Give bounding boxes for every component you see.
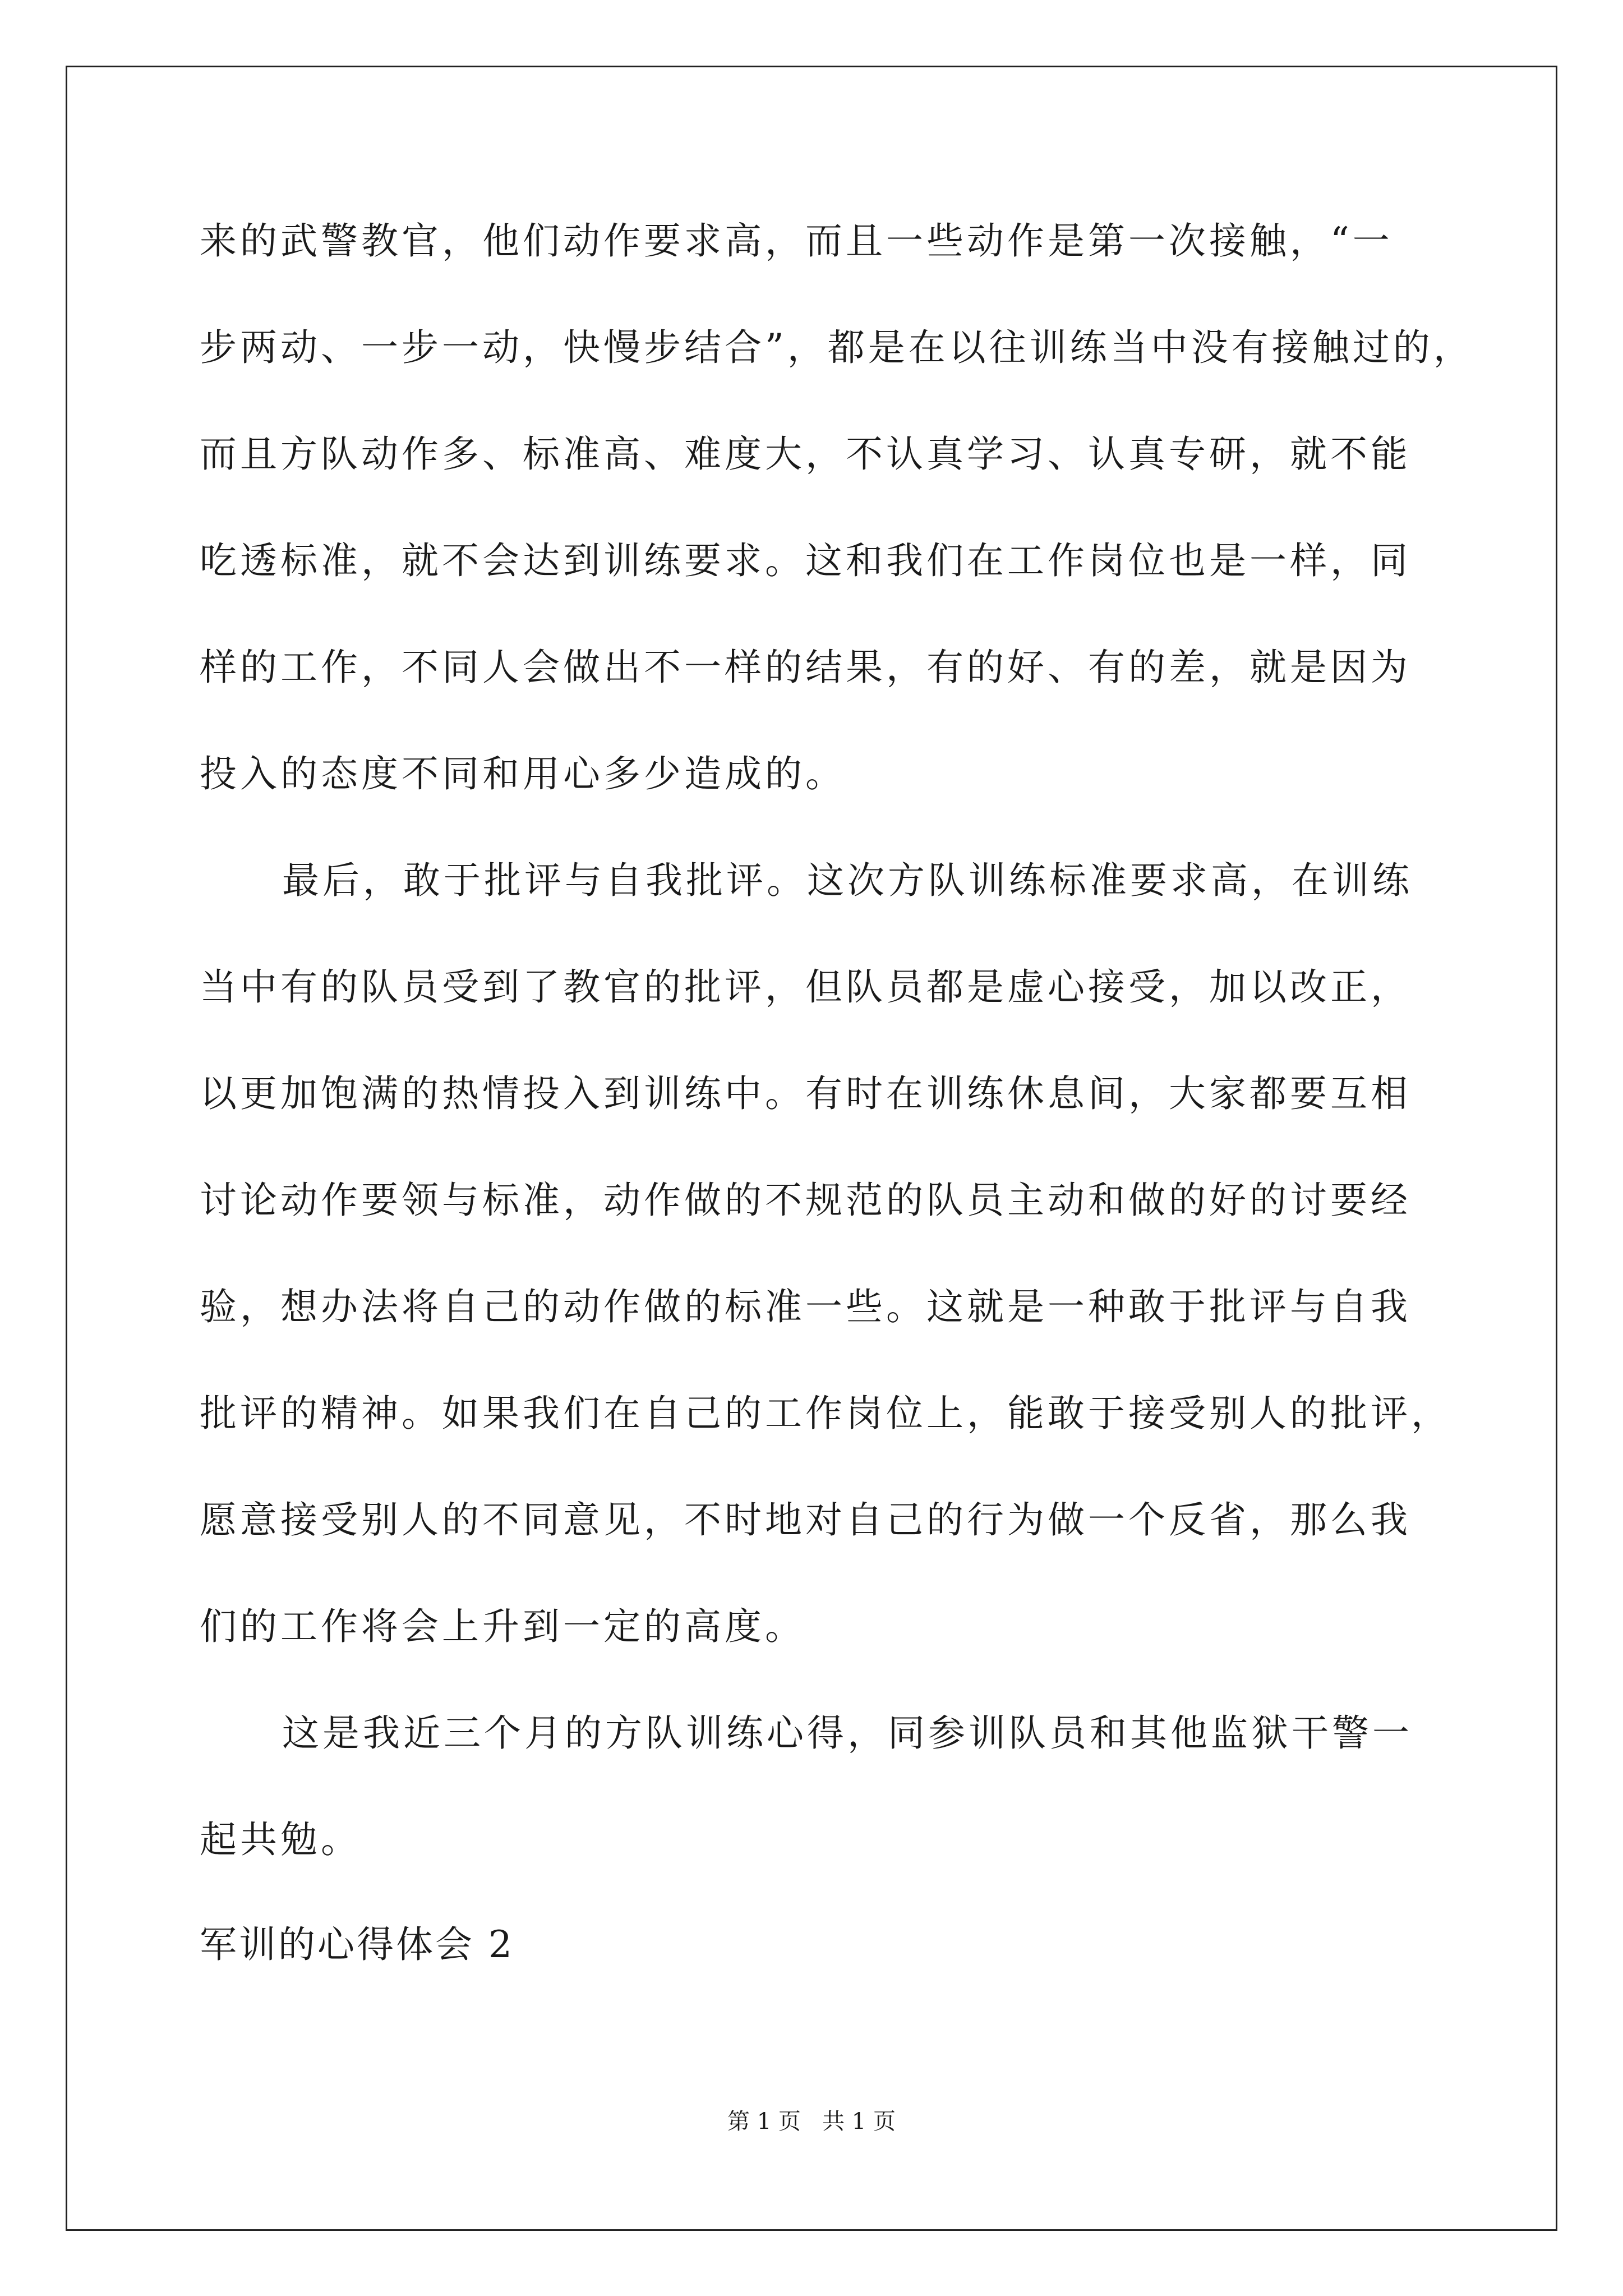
- paragraph-line: 验，想办法将自己的动作做的标准一些。这就是一种敢于批评与自我: [200, 1285, 1411, 1328]
- page-border: [66, 66, 1557, 2231]
- paragraph-line: 吃透标准，就不会达到训练要求。这和我们在工作岗位也是一样，同: [200, 539, 1411, 582]
- paragraph-line: 最后，敢于批评与自我批评。这次方队训练标准要求高，在训练: [282, 859, 1413, 902]
- paragraph-line: 步两动、一步一动，快慢步结合”，都是在以往训练当中没有接触过的，: [200, 326, 1474, 369]
- paragraph-line: 投入的态度不同和用心多少造成的。: [200, 752, 846, 795]
- paragraph-line: 当中有的队员受到了教官的批评，但队员都是虚心接受，加以改正，: [200, 965, 1411, 1009]
- paragraph-line: 愿意接受别人的不同意见，不时地对自己的行为做一个反省，那么我: [200, 1498, 1411, 1542]
- paragraph-line: 起共勉。: [200, 1818, 361, 1861]
- paragraph-line: 以更加饱满的热情投入到训练中。有时在训练休息间，大家都要互相: [200, 1072, 1411, 1115]
- paragraph-line: 这是我近三个月的方队训练心得，同参训队员和其他监狱干警一: [282, 1711, 1413, 1755]
- paragraph-line: 批评的精神。如果我们在自己的工作岗位上，能敢于接受别人的批评，: [200, 1392, 1451, 1435]
- paragraph-line: 而且方队动作多、标准高、难度大，不认真学习、认真专研，就不能: [200, 432, 1411, 476]
- paragraph-line: 讨论动作要领与标准，动作做的不规范的队员主动和做的好的讨要经: [200, 1179, 1411, 1222]
- section-heading: 军训的心得体会 2: [200, 1923, 514, 1966]
- paragraph-line: 们的工作将会上升到一定的高度。: [200, 1605, 805, 1648]
- page-footer: 第 1 页 共 1 页: [727, 2109, 896, 2134]
- paragraph-line: 来的武警教官，他们动作要求高，而且一些动作是第一次接触，“一: [200, 219, 1393, 263]
- paragraph-line: 样的工作，不同人会做出不一样的结果，有的好、有的差，就是因为: [200, 646, 1411, 689]
